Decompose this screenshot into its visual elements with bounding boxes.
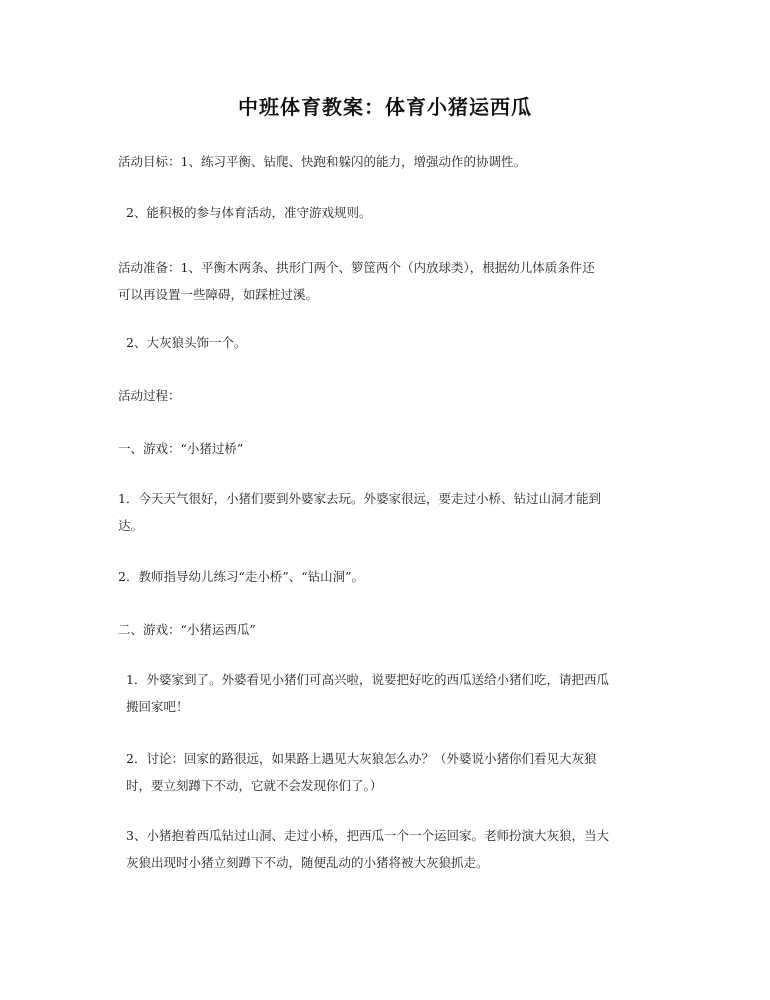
paragraph-goal-1: 活动目标：1、练习平衡、钻爬、快跑和躲闪的能力，增强动作的协调性。 (118, 154, 526, 169)
paragraph-goal-2: 2、能积极的参与体育活动，准守游戏规则。 (126, 205, 372, 220)
paragraph-game-2-heading: 二、游戏：“小猪运西瓜” (118, 622, 256, 637)
paragraph-prep-1: 活动准备：1、平衡木两条、拱形门两个、箩筐两个（内放球类），根据幼儿体质条件还 可以再设置一些障碍，如踩桩过溪。 (118, 260, 595, 302)
paragraph-game-1-step-1: 1．今天天气很好，小猪们要到外婆家去玩。外婆家很远，要走过小桥、钻过山洞才能到 达。 (118, 491, 601, 533)
paragraph-game-1-step-2: 2．教师指导幼儿练习“走小桥”、“钻山洞”。 (118, 569, 365, 584)
paragraph-game-2-step-2: 2．讨论：回家的路很远，如果路上遇见大灰狼怎么办？（外婆说小猪你们看见大灰狼 时，要立刻蹲下不动，它就不会发现你们了。） (126, 751, 597, 793)
paragraph-prep-2: 2、大灰狼头饰一个。 (126, 335, 247, 350)
paragraph-game-2-step-3: 3、小猪抱着西瓜钻过山洞、走过小桥，把西瓜一个一个运回家。老师扮演大灰狼，当大 灰狼出现时小猪立刻蹲下不动，随便乱动的小猪将被大灰狼抓走。 (126, 828, 609, 870)
document-title: 中班体育教案：体育小猪运西瓜 (238, 95, 532, 119)
paragraph-game-2-step-1: 1．外婆家到了。外婆看见小猪们可高兴啦，说要把好吃的西瓜送给小猪们吃，请把西瓜 搬回家吧！ (126, 672, 609, 714)
paragraph-process-heading: 活动过程： (118, 388, 181, 403)
paragraph-game-1-heading: 一、游戏：“小猪过桥” (118, 441, 244, 456)
